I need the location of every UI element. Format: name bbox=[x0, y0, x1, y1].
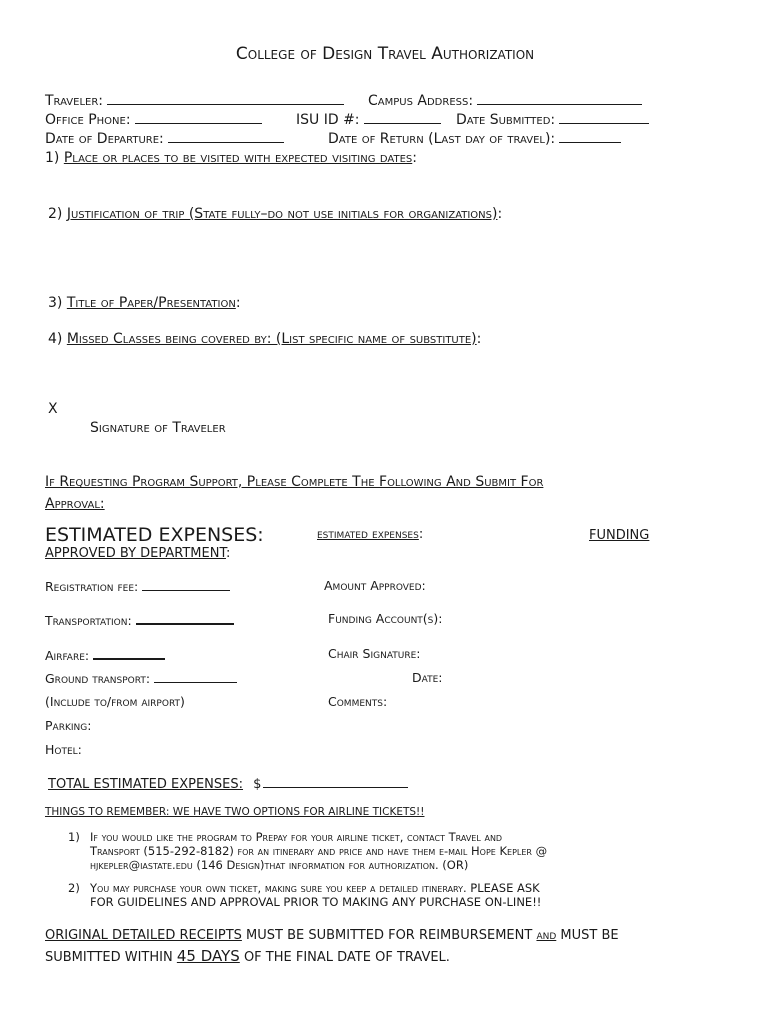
office-phone-blank[interactable] bbox=[135, 111, 262, 124]
date-submitted-blank[interactable] bbox=[559, 111, 649, 124]
receipts-text-1: MUST BE SUBMITTED FOR REIMBURSEMENT bbox=[246, 928, 533, 943]
comments-label[interactable]: Comments: bbox=[328, 694, 388, 709]
registration-fee-blank[interactable] bbox=[142, 578, 230, 591]
dollar-sign: $ bbox=[253, 777, 262, 792]
traveler-blank[interactable] bbox=[107, 92, 344, 105]
campus-address-field[interactable] bbox=[368, 92, 642, 109]
reminder-item-2 bbox=[44, 881, 714, 909]
traveler-label: Traveler: bbox=[45, 93, 104, 109]
estimated-expenses-label: estimated expenses bbox=[317, 527, 419, 542]
ground-transport-field[interactable] bbox=[45, 670, 237, 686]
program-support-line-1: If Requesting Program Support, Please Complete The Following And Submit For bbox=[45, 474, 544, 490]
reminders-heading: THINGS TO REMEMBER: WE HAVE TWO OPTIONS FOR AIRLINE TICKETS!! bbox=[45, 806, 425, 818]
question-1-number: 1) bbox=[45, 150, 60, 166]
isu-id-label: ISU ID #: bbox=[296, 112, 360, 128]
transportation-blank[interactable] bbox=[136, 611, 234, 625]
airfare-label: Airfare: bbox=[45, 648, 90, 663]
question-3-text: Title of Paper/Presentation bbox=[66, 295, 236, 311]
receipts-text-2: MUST BE bbox=[560, 928, 619, 943]
question-4: 4) Missed Classes being covered by: (List specific name of substitute): bbox=[48, 331, 482, 347]
departure-blank[interactable] bbox=[168, 130, 284, 143]
include-airport-note: (Include to/from airport) bbox=[45, 694, 185, 709]
signature-x-mark[interactable]: X bbox=[48, 401, 58, 417]
isu-id-field[interactable] bbox=[296, 111, 441, 128]
reminder-1-line-2: Transport (515-292-8182) for an itinerary and price and have them e-mail Hope Kepler @ bbox=[90, 844, 548, 858]
airfare-field[interactable] bbox=[45, 646, 165, 663]
approved-by-department: APPROVED BY DEPARTMENT: bbox=[45, 546, 231, 561]
form-title: College of Design Travel Authorization bbox=[235, 44, 535, 64]
question-2: 2) Justification of trip (State fully–do not use initials for organizations): bbox=[48, 206, 503, 222]
receipts-emphasis: ORIGINAL DETAILED RECEIPTS bbox=[45, 928, 242, 943]
funding-accounts-label[interactable]: Funding Account(s): bbox=[328, 611, 443, 626]
transportation-field[interactable] bbox=[45, 611, 234, 628]
forty-five-days: 45 DAYS bbox=[176, 947, 240, 965]
question-3-number: 3) bbox=[48, 295, 63, 311]
return-blank[interactable] bbox=[559, 130, 621, 143]
departure-label: Date of Departure: bbox=[45, 131, 164, 147]
submitted-within-text: SUBMITTED WITHIN bbox=[45, 950, 173, 965]
date-submitted-label: Date Submitted: bbox=[456, 112, 556, 128]
hotel-label[interactable]: Hotel: bbox=[45, 742, 82, 757]
airfare-blank[interactable] bbox=[93, 646, 165, 660]
office-phone-field[interactable] bbox=[45, 111, 262, 128]
date-submitted-field[interactable] bbox=[456, 111, 649, 128]
reminder-1-number: 1) bbox=[68, 830, 80, 844]
return-label: Date of Return (Last day of travel): bbox=[328, 131, 556, 147]
total-label: TOTAL ESTIMATED EXPENSES: bbox=[48, 777, 244, 792]
campus-address-label: Campus Address: bbox=[368, 93, 474, 109]
receipts-and: and bbox=[536, 928, 557, 943]
expenses-heading: ESTIMATED EXPENSES: bbox=[45, 524, 264, 546]
question-2-text: Justification of trip (State fully–do not use initials for organizations) bbox=[66, 206, 498, 222]
transportation-label: Transportation: bbox=[45, 613, 132, 628]
question-3: 3) Title of Paper/Presentation: bbox=[48, 295, 241, 311]
question-1-text: Place or places to be visited with expected visiting dates bbox=[63, 150, 413, 166]
reminder-1-line-3: hjkepler@iastate.edu (146 Design)that information for authorization. (OR) bbox=[90, 858, 469, 872]
receipts-notice bbox=[45, 926, 725, 968]
ground-transport-label: Ground transport: bbox=[45, 671, 151, 686]
chair-signature-label[interactable]: Chair Signature: bbox=[328, 646, 421, 661]
parking-label[interactable]: Parking: bbox=[45, 718, 92, 733]
amount-approved-label[interactable]: Amount Approved: bbox=[324, 578, 426, 593]
reminder-2-line-1: You may purchase your own ticket, making sure you keep a detailed itinerary. PLEASE ASK bbox=[90, 881, 540, 895]
office-phone-label: Office Phone: bbox=[45, 112, 131, 128]
isu-id-blank[interactable] bbox=[364, 111, 441, 124]
traveler-field[interactable] bbox=[45, 92, 344, 109]
return-field[interactable] bbox=[328, 130, 621, 147]
reminder-1-line-1: If you would like the program to Prepay for your airline ticket, contact Travel and bbox=[90, 830, 503, 844]
funding-column: FUNDING bbox=[589, 528, 650, 543]
campus-address-blank[interactable] bbox=[477, 92, 642, 105]
final-date-text: OF THE FINAL DATE OF TRAVEL. bbox=[243, 950, 450, 965]
total-estimated-expenses[interactable] bbox=[48, 775, 408, 792]
question-4-number: 4) bbox=[48, 331, 63, 347]
registration-fee-label: Registration fee: bbox=[45, 579, 139, 594]
question-4-text: Missed Classes being covered by: (List specific name of substitute) bbox=[66, 331, 477, 347]
date-label[interactable]: Date: bbox=[412, 670, 443, 685]
approved-by-label: APPROVED BY DEPARTMENT bbox=[45, 546, 226, 561]
ground-transport-blank[interactable] bbox=[154, 670, 237, 683]
reminders-list bbox=[44, 830, 714, 918]
question-1: 1) Place or places to be visited with expected visiting dates: bbox=[45, 150, 417, 166]
reminder-2-number: 2) bbox=[68, 881, 80, 895]
program-support-line-2: Approval: bbox=[45, 496, 105, 512]
registration-fee-field[interactable] bbox=[45, 578, 230, 594]
reminder-2-line-2: FOR GUIDELINES AND APPROVAL PRIOR TO MAKING ANY PURCHASE ON-LINE!! bbox=[90, 895, 542, 909]
total-blank[interactable] bbox=[263, 775, 408, 788]
departure-field[interactable] bbox=[45, 130, 284, 147]
question-2-number: 2) bbox=[48, 206, 63, 222]
estimated-expenses-column: estimated expenses: bbox=[317, 527, 424, 542]
reminder-item-1 bbox=[44, 830, 714, 872]
signature-label: Signature of Traveler bbox=[90, 420, 226, 436]
